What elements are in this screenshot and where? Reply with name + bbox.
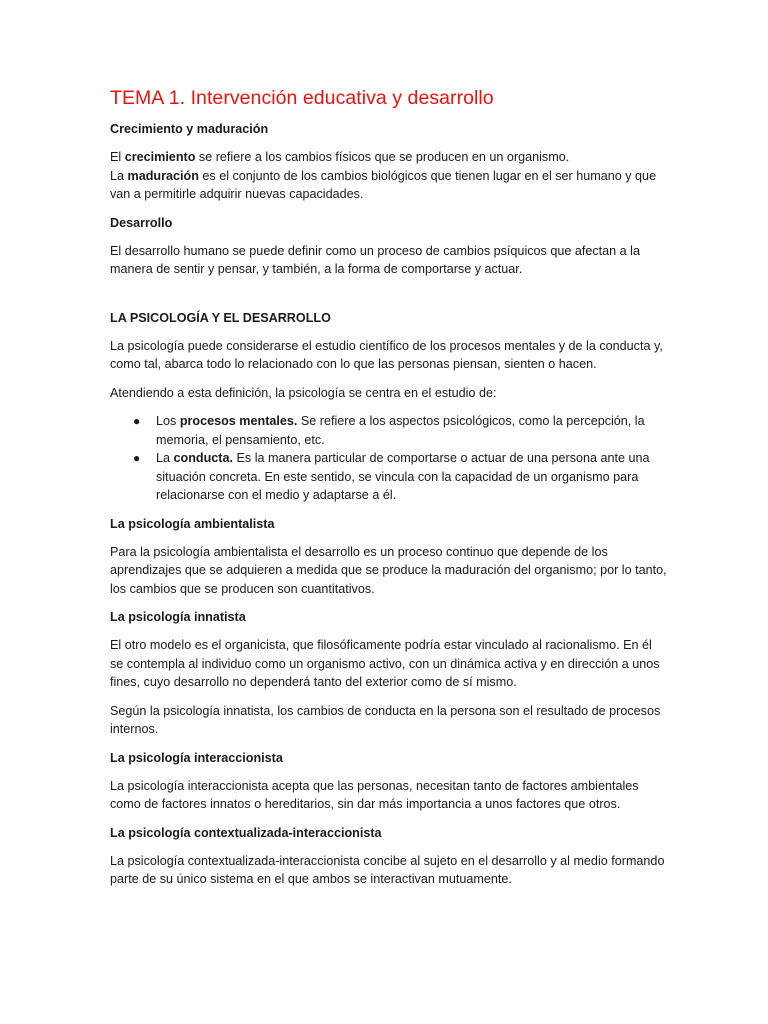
bullet-icon: ● [133, 451, 141, 465]
text-fragment: es el conjunto de los cambios biológicos que tienen lugar en el ser humano y que van a permitirle adquirir nuevas capacidades. [110, 168, 657, 201]
paragraph-crecimiento-maduracion [110, 148, 668, 204]
bold-term-maduracion: maduración [127, 168, 199, 183]
text-fragment: El [110, 150, 125, 164]
text-fragment: Los [156, 414, 180, 428]
bullet-list [110, 412, 668, 505]
bullet-icon: ● [133, 414, 141, 428]
list-item [133, 412, 668, 449]
text-fragment: La [156, 451, 174, 465]
list-item [133, 449, 668, 505]
paragraph-psicologia-estudio: Atendiendo a esta definición, la psicología se centra en el estudio de: [110, 385, 497, 400]
paragraph-maduracion [110, 167, 668, 204]
bold-term-procesos-mentales: procesos mentales. [179, 414, 298, 428]
section-heading-psicologia: LA PSICOLOGÍA Y EL DESARROLLO [110, 310, 331, 325]
paragraph-innatista-modelo: El otro modelo es el organicista, que filosóficamente podría estar vinculado al racionalismo. En él se contempla al individuo como un organismo activo, con un dinámica activa y en dirección a unos fines, cuyo desarrollo no dependerá tanto del exterior como de sí mismo. [110, 638, 660, 689]
paragraph-ambientalista: Para la psicología ambientalista el desarrollo es un proceso continuo que depende de los aprendizajes que se adquieren a medida que se produce la maduración del organismo; por lo tanto, los cambios que se producen son cuantitativos. [110, 544, 667, 596]
section-heading-desarrollo: Desarrollo [110, 215, 173, 230]
bold-term-conducta: conducta. [173, 451, 233, 465]
document-title: TEMA 1. Intervención educativa y desarrollo [110, 87, 494, 109]
text-fragment: se refiere a los cambios físicos que se producen en un organismo. [195, 150, 570, 164]
paragraph-psicologia-definicion: La psicología puede considerarse el estudio científico de los procesos mentales y de la conducta y, como tal, abarca todo lo relacionado con lo que las personas piensan, sienten o hacen. [110, 338, 663, 371]
paragraph-desarrollo: El desarrollo humano se puede definir como un proceso de cambios psíquicos que afectan a la manera de sentir y pensar, y también, a la forma de comportarse y actuar. [110, 243, 640, 276]
paragraph-interaccionista: La psicología interaccionista acepta que las personas, necesitan tanto de factores ambientales como de factores innatos o hereditarios, sin dar más importancia a unos factores que otros. [110, 778, 639, 811]
text-fragment: La [110, 168, 128, 183]
paragraph-innatista-cambios: Según la psicología innatista, los cambios de conducta en la persona son el resultado de procesos internos. [110, 703, 661, 736]
section-heading-interaccionista: La psicología interaccionista [110, 750, 283, 765]
section-heading-crecimiento: Crecimiento y maduración [110, 122, 269, 136]
section-heading-innatista: La psicología innatista [110, 610, 246, 624]
text-fragment: Se refiere a los aspectos psicológicos, como la percepción, la memoria, el pensamiento, etc. [156, 414, 645, 447]
text-fragment: Es la manera particular de comportarse o actuar de una persona ante una situación concreta. En este sentido, se vincula con la capacidad de un organismo para relacionarse con el medio y adaptarse a él. [156, 451, 650, 502]
section-heading-contextualizada: La psicología contextualizada-interaccionista [110, 825, 382, 840]
section-heading-ambientalista: La psicología ambientalista [110, 516, 275, 531]
bold-term-crecimiento: crecimiento [124, 150, 196, 164]
paragraph-contextualizada: La psicología contextualizada-interaccionista concibe al sujeto en el desarrollo y al medio formando parte de su único sistema en el que ambos se interactivan mutuamente. [110, 853, 665, 886]
paragraph-crecimiento [110, 148, 668, 167]
